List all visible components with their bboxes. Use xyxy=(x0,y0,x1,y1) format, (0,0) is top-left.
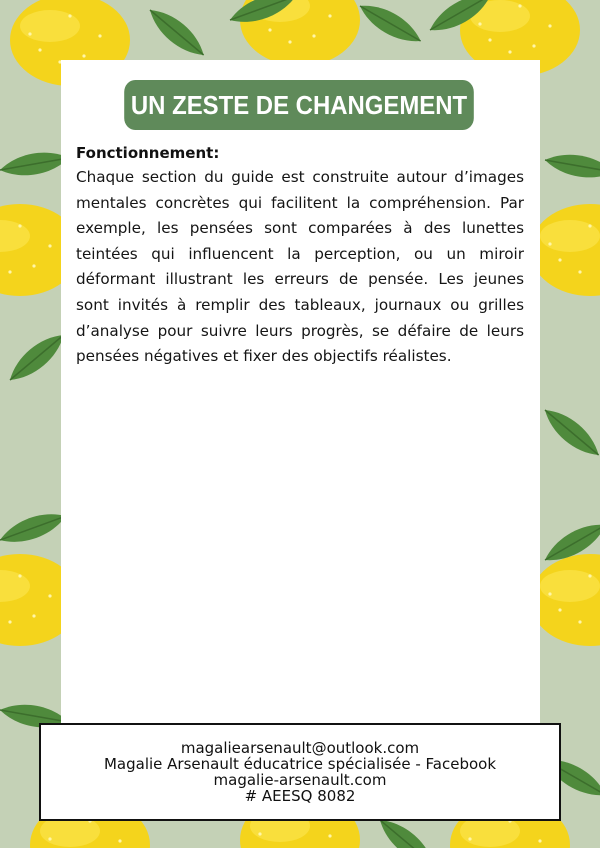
body-paragraph: Chaque section du guide est construite autour d’images mentales concrètes qui facilitent la compréhension. Par exemple, les pensées sont comparées à des lunettes teintées qui influencent la perception, ou un miroir déformant illustrant les erreurs de pensée. Les jeunes sont invités à remplir des tableaux, journaux ou grilles d’analyse pour suivre leurs progrès, se défaire de leurs pensées négatives et fixer des objectifs réalistes. xyxy=(76,168,524,366)
membership-number: # AEESQ 8082 xyxy=(244,787,356,805)
website-link[interactable]: magalie-arsenault.com xyxy=(213,771,387,789)
email-link[interactable]: magaliearsenault@outlook.com xyxy=(180,739,420,757)
content-card xyxy=(61,60,540,760)
facebook-link[interactable]: Magalie Arsenault éducatrice spécialisée - Facebook xyxy=(103,755,497,773)
section-heading: Fonctionnement: xyxy=(76,144,220,162)
contact-footer xyxy=(39,723,561,821)
page-title: UN ZESTE DE CHANGEMENT xyxy=(124,80,474,130)
